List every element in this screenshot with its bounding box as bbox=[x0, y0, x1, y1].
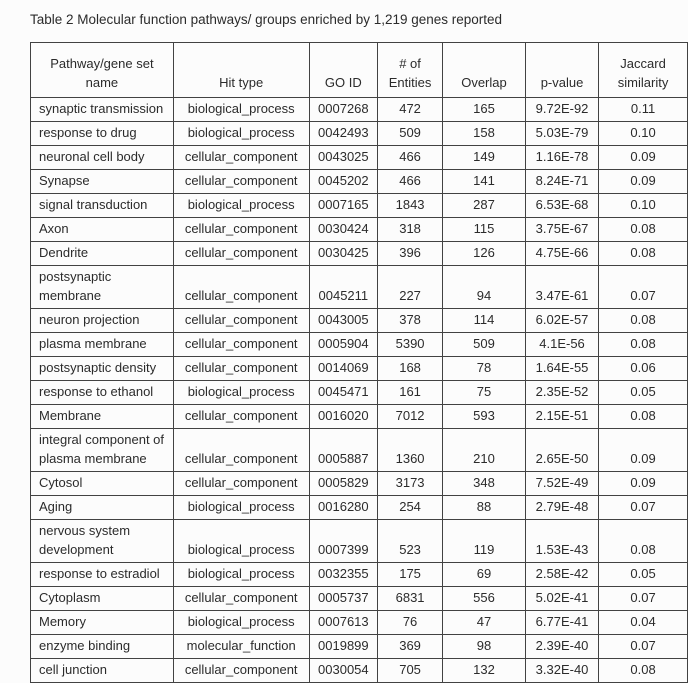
table-cell: 168 bbox=[378, 357, 443, 381]
table-cell: 0007165 bbox=[309, 194, 378, 218]
table-cell: cellular_component bbox=[173, 170, 309, 194]
table-cell: 6831 bbox=[378, 587, 443, 611]
column-header: GO ID bbox=[309, 43, 378, 98]
table-row bbox=[31, 242, 688, 266]
table-cell: 0016020 bbox=[309, 405, 378, 429]
table-cell: 0.11 bbox=[599, 98, 688, 122]
table-cell: 227 bbox=[378, 266, 443, 309]
table-cell: biological_process bbox=[173, 194, 309, 218]
table-cell: 2.15E-51 bbox=[525, 405, 598, 429]
table-row bbox=[31, 218, 688, 242]
table-cell: 472 bbox=[378, 98, 443, 122]
table-row bbox=[31, 635, 688, 659]
table-cell: biological_process bbox=[173, 563, 309, 587]
table-cell: 149 bbox=[443, 146, 526, 170]
table-cell: 396 bbox=[378, 242, 443, 266]
table-cell: 2.79E-48 bbox=[525, 496, 598, 520]
table-cell: 0045211 bbox=[309, 266, 378, 309]
table-cell: 0007613 bbox=[309, 611, 378, 635]
table-cell: 98 bbox=[443, 635, 526, 659]
table-row bbox=[31, 357, 688, 381]
table-cell: 132 bbox=[443, 659, 526, 683]
table-cell: Membrane bbox=[31, 405, 174, 429]
table-cell: 0045471 bbox=[309, 381, 378, 405]
table-cell: 2.35E-52 bbox=[525, 381, 598, 405]
table-cell: 318 bbox=[378, 218, 443, 242]
table-cell: cellular_component bbox=[173, 146, 309, 170]
table-cell: cellular_component bbox=[173, 266, 309, 309]
table-cell: 78 bbox=[443, 357, 526, 381]
table-cell: 0.05 bbox=[599, 381, 688, 405]
table-cell: 287 bbox=[443, 194, 526, 218]
column-header: p-value bbox=[525, 43, 598, 98]
table-cell: 348 bbox=[443, 472, 526, 496]
table-cell: 466 bbox=[378, 170, 443, 194]
table-cell: integral component of plasma membrane bbox=[31, 429, 174, 472]
table-cell: enzyme binding bbox=[31, 635, 174, 659]
table-cell: 0.08 bbox=[599, 333, 688, 357]
table-cell: 158 bbox=[443, 122, 526, 146]
table-cell: 3.47E-61 bbox=[525, 266, 598, 309]
table-cell: biological_process bbox=[173, 98, 309, 122]
table-body bbox=[31, 98, 688, 683]
table-cell: 114 bbox=[443, 309, 526, 333]
table-row bbox=[31, 266, 688, 309]
table-row bbox=[31, 659, 688, 683]
table-row bbox=[31, 98, 688, 122]
table-cell: synaptic transmission bbox=[31, 98, 174, 122]
enrichment-table bbox=[30, 42, 688, 683]
table-cell: cellular_component bbox=[173, 405, 309, 429]
table-cell: 0042493 bbox=[309, 122, 378, 146]
table-cell: 69 bbox=[443, 563, 526, 587]
table-cell: molecular_function bbox=[173, 635, 309, 659]
table-cell: 5390 bbox=[378, 333, 443, 357]
table-cell: cellular_component bbox=[173, 333, 309, 357]
table-cell: biological_process bbox=[173, 520, 309, 563]
table-cell: 6.77E-41 bbox=[525, 611, 598, 635]
table-cell: Memory bbox=[31, 611, 174, 635]
table-cell: 0032355 bbox=[309, 563, 378, 587]
table-row bbox=[31, 194, 688, 218]
table-cell: 2.58E-42 bbox=[525, 563, 598, 587]
table-cell: 5.02E-41 bbox=[525, 587, 598, 611]
table-cell: 0045202 bbox=[309, 170, 378, 194]
table-cell: 705 bbox=[378, 659, 443, 683]
table-cell: neuronal cell body bbox=[31, 146, 174, 170]
table-cell: signal transduction bbox=[31, 194, 174, 218]
table-cell: response to ethanol bbox=[31, 381, 174, 405]
table-cell: 115 bbox=[443, 218, 526, 242]
table-row bbox=[31, 122, 688, 146]
table-row bbox=[31, 496, 688, 520]
table-cell: 0030424 bbox=[309, 218, 378, 242]
table-cell: 161 bbox=[378, 381, 443, 405]
table-cell: 76 bbox=[378, 611, 443, 635]
table-row bbox=[31, 405, 688, 429]
table-cell: 2.65E-50 bbox=[525, 429, 598, 472]
table-cell: 6.02E-57 bbox=[525, 309, 598, 333]
column-header: Hit type bbox=[173, 43, 309, 98]
table-cell: 0.09 bbox=[599, 429, 688, 472]
table-cell: 6.53E-68 bbox=[525, 194, 598, 218]
table-cell: cellular_component bbox=[173, 472, 309, 496]
table-cell: 0.08 bbox=[599, 309, 688, 333]
table-cell: 556 bbox=[443, 587, 526, 611]
table-cell: 1360 bbox=[378, 429, 443, 472]
table-cell: biological_process bbox=[173, 381, 309, 405]
table-cell: cellular_component bbox=[173, 357, 309, 381]
table-cell: 0014069 bbox=[309, 357, 378, 381]
table-cell: 0030425 bbox=[309, 242, 378, 266]
table-cell: 94 bbox=[443, 266, 526, 309]
table-cell: 593 bbox=[443, 405, 526, 429]
table-cell: 509 bbox=[378, 122, 443, 146]
table-caption: Table 2 Molecular function pathways/ groups enriched by 1,219 genes reported bbox=[30, 12, 503, 27]
table-cell: 0016280 bbox=[309, 496, 378, 520]
table-row bbox=[31, 429, 688, 472]
table-cell: 0.06 bbox=[599, 357, 688, 381]
table-cell: 47 bbox=[443, 611, 526, 635]
table-row bbox=[31, 381, 688, 405]
table-cell: biological_process bbox=[173, 496, 309, 520]
table-cell: 0019899 bbox=[309, 635, 378, 659]
table-cell: 4.1E-56 bbox=[525, 333, 598, 357]
table-cell: biological_process bbox=[173, 611, 309, 635]
table-cell: 0.07 bbox=[599, 496, 688, 520]
table-cell: 0007268 bbox=[309, 98, 378, 122]
column-header: Pathway/gene set name bbox=[31, 43, 174, 98]
table-cell: 0005887 bbox=[309, 429, 378, 472]
table-cell: 0005904 bbox=[309, 333, 378, 357]
table-cell: 119 bbox=[443, 520, 526, 563]
table-cell: 378 bbox=[378, 309, 443, 333]
table-row bbox=[31, 587, 688, 611]
table-cell: 141 bbox=[443, 170, 526, 194]
table-cell: Synapse bbox=[31, 170, 174, 194]
table-cell: 1.53E-43 bbox=[525, 520, 598, 563]
table-cell: response to drug bbox=[31, 122, 174, 146]
column-header: # of Entities bbox=[378, 43, 443, 98]
table-cell: 4.75E-66 bbox=[525, 242, 598, 266]
table-row bbox=[31, 146, 688, 170]
table-row bbox=[31, 472, 688, 496]
table-cell: 0005737 bbox=[309, 587, 378, 611]
table-row bbox=[31, 563, 688, 587]
table-cell: 0.07 bbox=[599, 587, 688, 611]
table-cell: Cytosol bbox=[31, 472, 174, 496]
table-cell: 7012 bbox=[378, 405, 443, 429]
table-cell: 210 bbox=[443, 429, 526, 472]
table-cell: cellular_component bbox=[173, 242, 309, 266]
table-cell: 254 bbox=[378, 496, 443, 520]
table-cell: 8.24E-71 bbox=[525, 170, 598, 194]
table-cell: biological_process bbox=[173, 122, 309, 146]
table-cell: response to estradiol bbox=[31, 563, 174, 587]
table-cell: 2.39E-40 bbox=[525, 635, 598, 659]
table-cell: 0043005 bbox=[309, 309, 378, 333]
table-cell: 88 bbox=[443, 496, 526, 520]
table-cell: Cytoplasm bbox=[31, 587, 174, 611]
table-cell: 3.32E-40 bbox=[525, 659, 598, 683]
table-cell: neuron projection bbox=[31, 309, 174, 333]
table-cell: 0.10 bbox=[599, 122, 688, 146]
table-cell: 175 bbox=[378, 563, 443, 587]
table-cell: 165 bbox=[443, 98, 526, 122]
table-header bbox=[31, 43, 688, 98]
table-cell: Dendrite bbox=[31, 242, 174, 266]
table-cell: cellular_component bbox=[173, 218, 309, 242]
table-cell: 0.10 bbox=[599, 194, 688, 218]
table-row bbox=[31, 611, 688, 635]
table-cell: 0.05 bbox=[599, 563, 688, 587]
table-cell: 0.08 bbox=[599, 218, 688, 242]
column-header: Jaccard similarity bbox=[599, 43, 688, 98]
table-row bbox=[31, 170, 688, 194]
table-cell: Axon bbox=[31, 218, 174, 242]
table-cell: 75 bbox=[443, 381, 526, 405]
table-cell: 1843 bbox=[378, 194, 443, 218]
table-cell: 0.08 bbox=[599, 242, 688, 266]
table-cell: 1.16E-78 bbox=[525, 146, 598, 170]
table-cell: 0043025 bbox=[309, 146, 378, 170]
table-cell: 0.09 bbox=[599, 472, 688, 496]
table-cell: 0.07 bbox=[599, 266, 688, 309]
table-cell: 5.03E-79 bbox=[525, 122, 598, 146]
table-cell: 0.04 bbox=[599, 611, 688, 635]
table-cell: 509 bbox=[443, 333, 526, 357]
table-cell: 0007399 bbox=[309, 520, 378, 563]
table-cell: cellular_component bbox=[173, 429, 309, 472]
table-row bbox=[31, 309, 688, 333]
table-cell: 9.72E-92 bbox=[525, 98, 598, 122]
table-cell: 3173 bbox=[378, 472, 443, 496]
table-cell: 466 bbox=[378, 146, 443, 170]
table-cell: plasma membrane bbox=[31, 333, 174, 357]
table-cell: 1.64E-55 bbox=[525, 357, 598, 381]
table-cell: 3.75E-67 bbox=[525, 218, 598, 242]
table-cell: 7.52E-49 bbox=[525, 472, 598, 496]
table-cell: cellular_component bbox=[173, 659, 309, 683]
table-cell: 0005829 bbox=[309, 472, 378, 496]
table-cell: Aging bbox=[31, 496, 174, 520]
table-cell: 0.08 bbox=[599, 405, 688, 429]
table-cell: 0030054 bbox=[309, 659, 378, 683]
table-cell: 0.07 bbox=[599, 635, 688, 659]
table-cell: 369 bbox=[378, 635, 443, 659]
table-cell: 523 bbox=[378, 520, 443, 563]
table-cell: 0.09 bbox=[599, 170, 688, 194]
table-cell: cellular_component bbox=[173, 309, 309, 333]
table-row bbox=[31, 333, 688, 357]
table-cell: postsynaptic membrane bbox=[31, 266, 174, 309]
table-cell: 0.08 bbox=[599, 659, 688, 683]
table-cell: 0.09 bbox=[599, 146, 688, 170]
table-cell: cellular_component bbox=[173, 587, 309, 611]
column-header: Overlap bbox=[443, 43, 526, 98]
table-row bbox=[31, 520, 688, 563]
table-cell: 126 bbox=[443, 242, 526, 266]
table-cell: cell junction bbox=[31, 659, 174, 683]
table-cell: 0.08 bbox=[599, 520, 688, 563]
table-cell: postsynaptic density bbox=[31, 357, 174, 381]
header-row bbox=[31, 43, 688, 98]
table-cell: nervous system development bbox=[31, 520, 174, 563]
